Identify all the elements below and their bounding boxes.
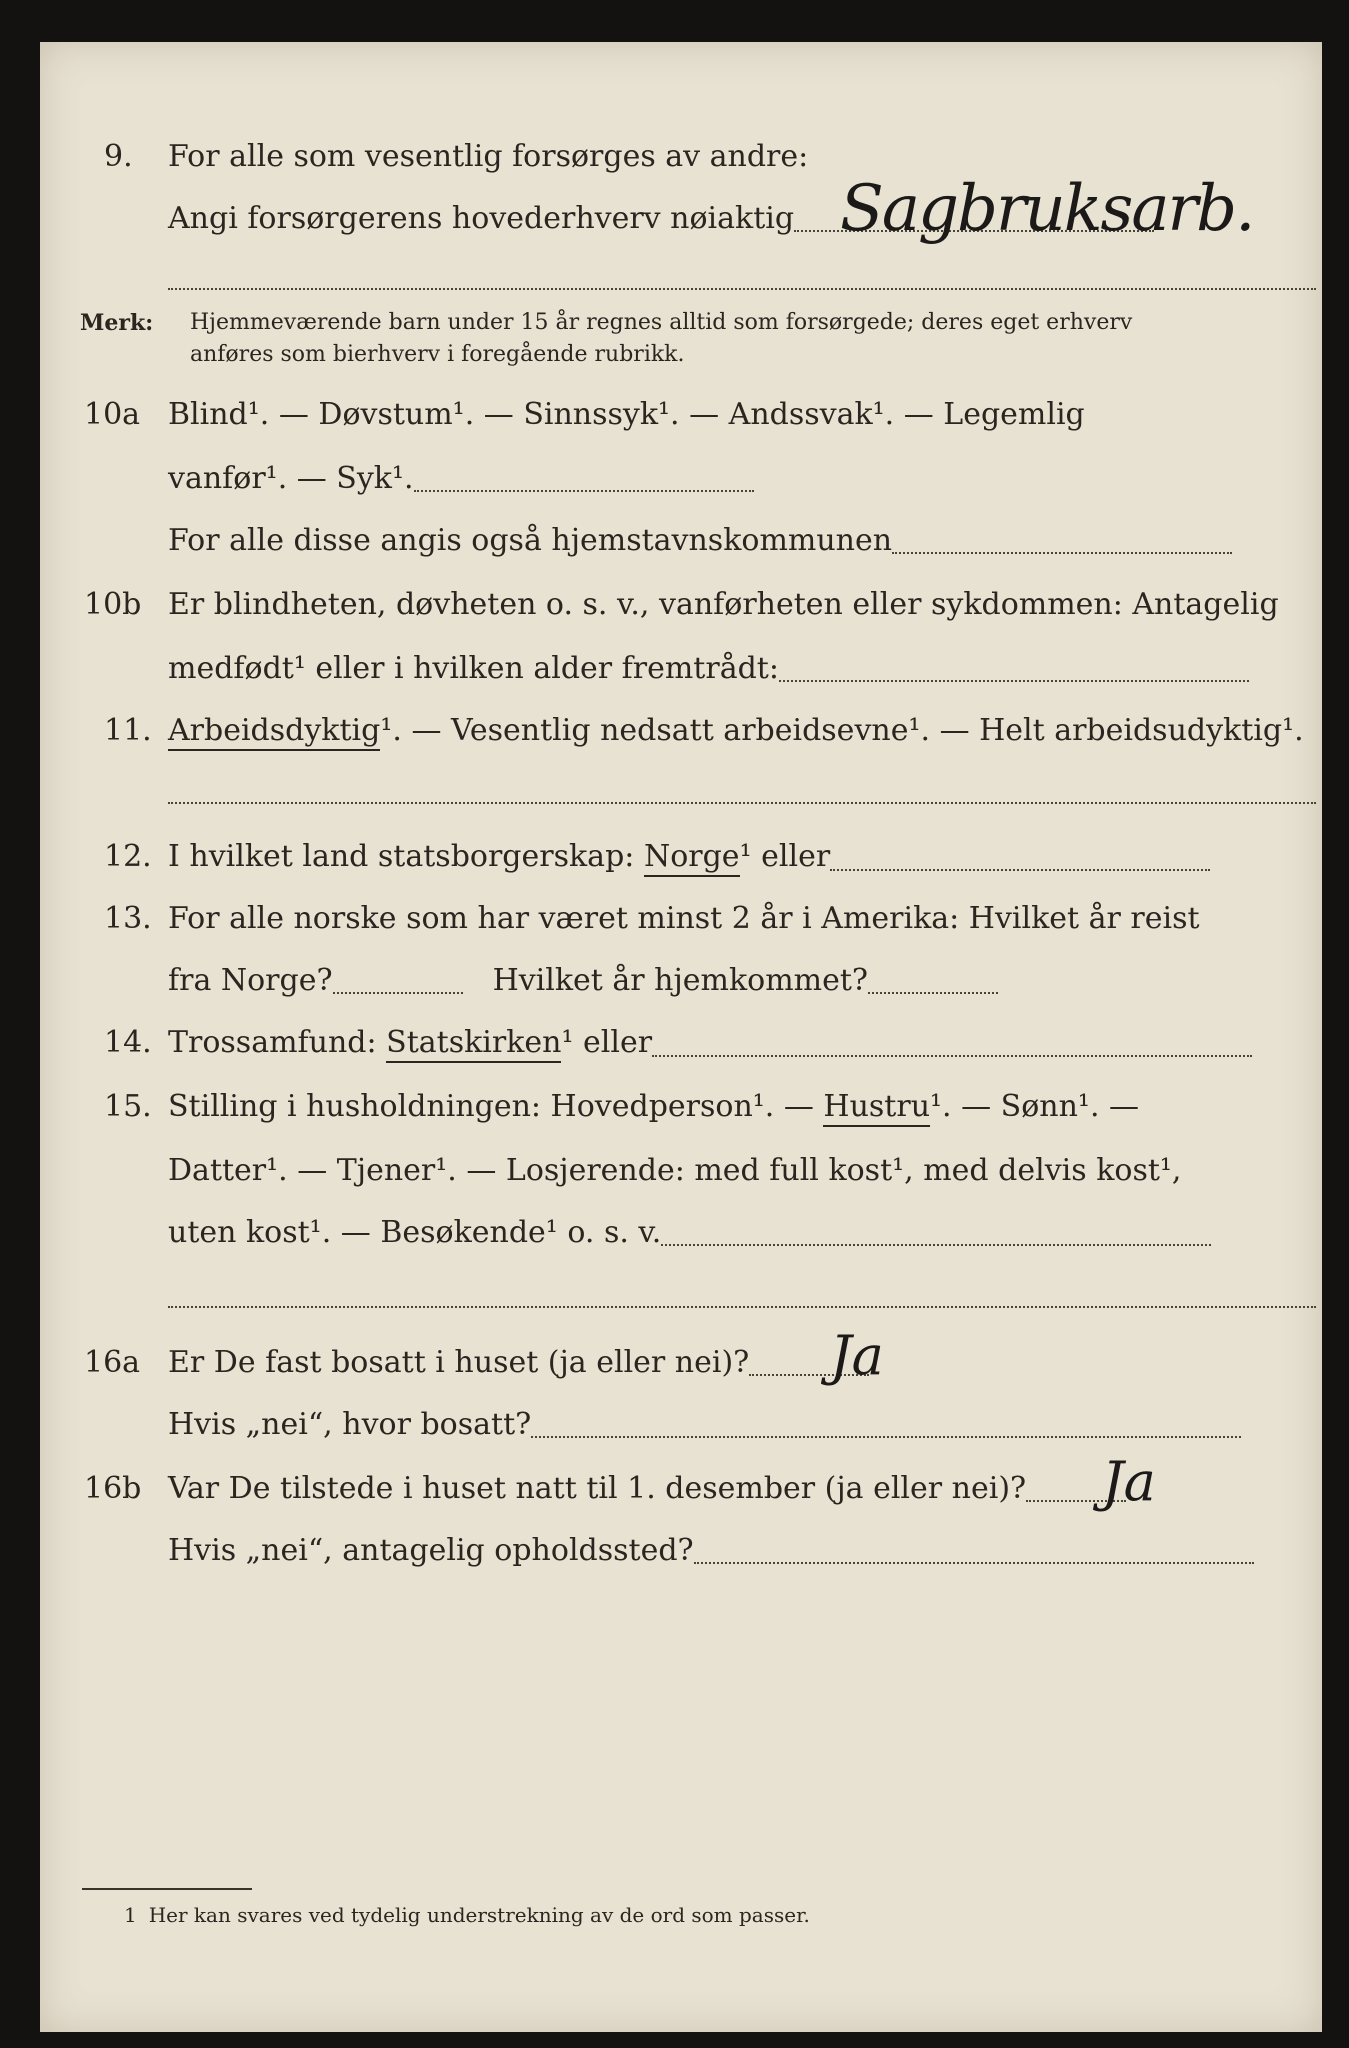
q16a-number: 16a xyxy=(84,1345,141,1380)
q13-line1: For alle norske som har været minst 2 år i Amerika: Hvilket år reist xyxy=(168,901,1200,936)
q14-line: Trossamfund: Statskirken¹ eller xyxy=(168,1024,1252,1063)
q13-line2: fra Norge? Hvilket år hjemkommet? xyxy=(168,962,998,1000)
q15-line2: Datter¹. — Tjener¹. — Losjerende: med full kost¹, med delvis kost¹, xyxy=(168,1153,1182,1188)
q10b-line1: Er blindheten, døvheten o. s. v., vanførheten eller sykdommen: Antagelig xyxy=(168,587,1279,622)
q12-line: I hvilket land statsborgerskap: Norge¹ eller xyxy=(168,838,1210,877)
census-form-page xyxy=(40,42,1322,2032)
q10b-number: 10b xyxy=(84,587,142,622)
q12-number: 12. xyxy=(104,839,152,874)
q15-line1: Stilling i husholdningen: Hovedperson¹. — Hustru¹. — Sønn¹. — xyxy=(168,1088,1139,1126)
q11-line: Arbeidsdyktig¹. — Vesentlig nedsatt arbeidsevne¹. — Helt arbeidsudyktig¹. xyxy=(168,712,1304,750)
q16b-handwritten-answer: Ja xyxy=(1102,1450,1156,1513)
q16b-number: 16b xyxy=(84,1471,142,1506)
q16a-line2: Hvis „nei“, hvor bosatt? xyxy=(168,1406,1241,1444)
q15-line3: uten kost¹. — Besøkende¹ o. s. v. xyxy=(168,1214,1211,1252)
q9-handwritten-answer: Sagbruksarb. xyxy=(840,172,1254,246)
q10a-line1: Blind¹. — Døvstum¹. — Sinnssyk¹. — Andssvak¹. — Legemlig xyxy=(168,397,1085,432)
q16a-line1: Er De fast bosatt i huset (ja eller nei)? xyxy=(168,1344,869,1382)
q10a-line3: For alle disse angis også hjemstavnskommunen xyxy=(168,522,1232,560)
q14-number: 14. xyxy=(104,1025,152,1060)
merk-line1: Hjemmeværende barn under 15 år regnes alltid som forsørgede; deres eget erhverv xyxy=(190,310,1133,335)
merk-line2: anføres som bierhverv i foregående rubrikk. xyxy=(190,342,685,367)
q13-number: 13. xyxy=(104,901,152,936)
q16b-line1: Var De tilstede i huset natt til 1. desember (ja eller nei)? xyxy=(168,1470,1126,1508)
footnote-rule xyxy=(82,1888,252,1890)
q15-extra-line xyxy=(168,1306,1316,1308)
q10a-line2: vanfør¹. — Syk¹. xyxy=(168,460,754,498)
q9-line1: For alle som vesentlig forsørges av andre: xyxy=(168,139,809,174)
q9-line2: Angi forsørgerens hovederhverv nøiaktig xyxy=(168,200,1154,238)
q16b-line2: Hvis „nei“, antagelig opholdssted? xyxy=(168,1532,1254,1570)
q15-number: 15. xyxy=(104,1089,152,1124)
q11-number: 11. xyxy=(104,713,152,748)
q9-extra-line xyxy=(168,288,1316,290)
q11-extra-line xyxy=(168,802,1316,804)
q10a-number: 10a xyxy=(84,397,141,432)
q10b-line2: medfødt¹ eller i hvilken alder fremtrådt: xyxy=(168,650,1249,688)
q9-number: 9. xyxy=(104,139,133,174)
q16a-handwritten-answer: Ja xyxy=(830,1324,884,1387)
footnote: 1 Her kan svares ved tydelig understrekning av de ord som passer. xyxy=(124,1903,810,1927)
merk-label: Merk: xyxy=(80,310,154,336)
